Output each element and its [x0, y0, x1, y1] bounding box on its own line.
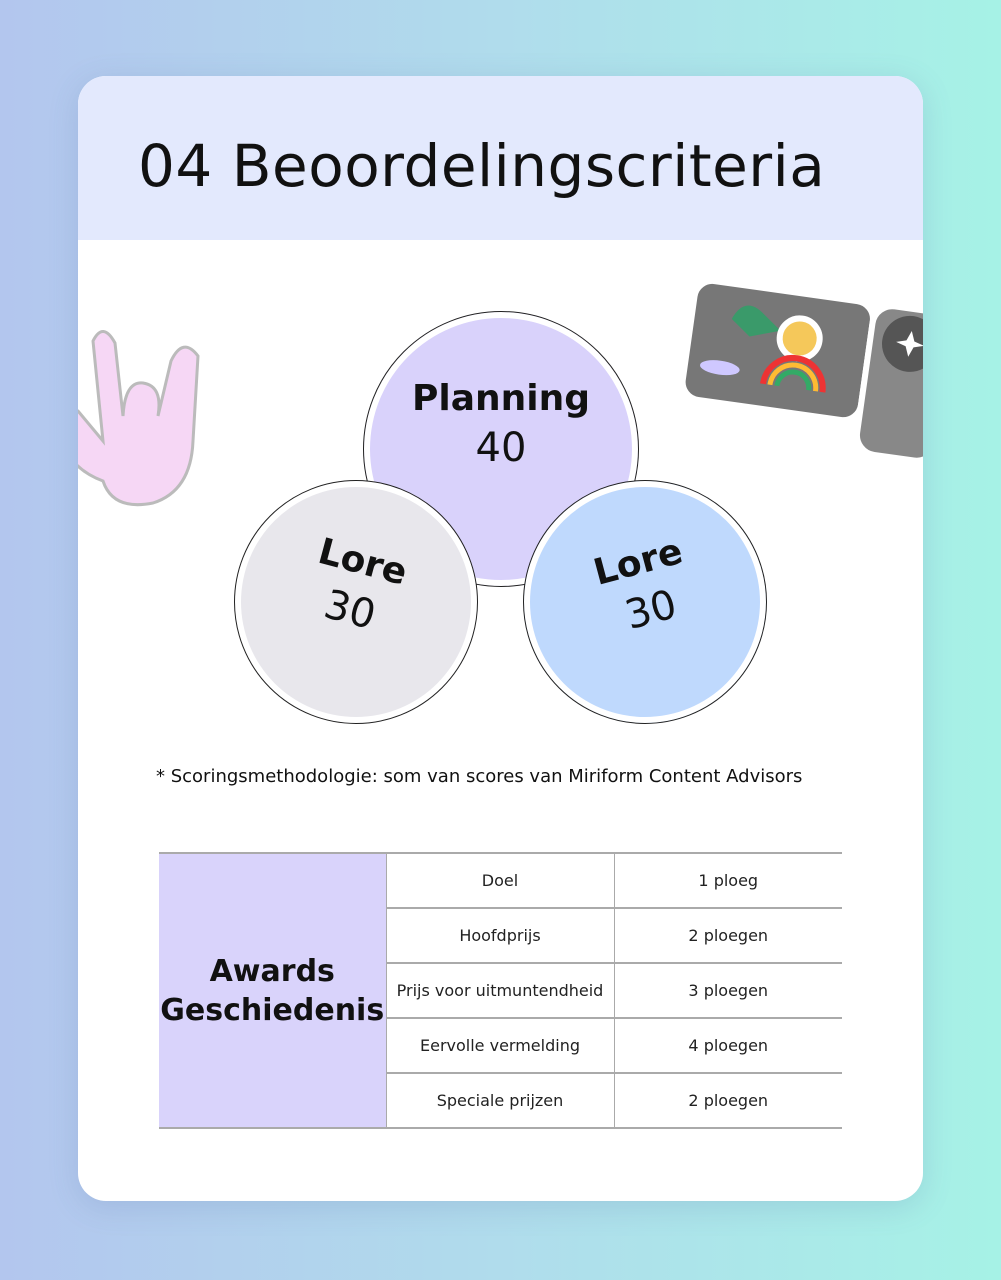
- camera-sticker-icon: [676, 276, 923, 461]
- award-teams: 2 ploegen: [614, 908, 842, 963]
- criterion-label: Lore: [589, 530, 687, 594]
- slide-card: [78, 76, 923, 1201]
- award-name: Doel: [386, 853, 614, 908]
- criterion-label: Lore: [314, 530, 412, 594]
- rock-hand-sticker-icon: [78, 321, 223, 511]
- awards-table: [159, 852, 842, 1129]
- header-band: [78, 76, 923, 240]
- award-name: Prijs voor uitmuntendheid: [386, 963, 614, 1018]
- award-name: Hoofdprijs: [386, 908, 614, 963]
- table-row: [159, 853, 842, 908]
- criterion-circle-lore-1: [234, 480, 478, 724]
- award-teams: 2 ploegen: [614, 1073, 842, 1128]
- awards-heading-line2: Geschiedenis: [160, 992, 385, 1028]
- criterion-score: 30: [319, 580, 381, 639]
- award-name: Eervolle vermelding: [386, 1018, 614, 1073]
- award-teams: 3 ploegen: [614, 963, 842, 1018]
- award-teams: 4 ploegen: [614, 1018, 842, 1073]
- criterion-circle-lore-2: [523, 480, 767, 724]
- criterion-score: 30: [620, 580, 682, 639]
- awards-heading: [159, 853, 386, 1128]
- page-title: 04 Beoordelingscriteria: [138, 132, 826, 200]
- scoring-note: * Scoringsmethodologie: som van scores van Miriform Content Advisors: [156, 766, 803, 787]
- award-name: Speciale prijzen: [386, 1073, 614, 1128]
- criterion-score: 40: [475, 424, 527, 471]
- criterion-label: Planning: [411, 377, 590, 419]
- awards-heading-line1: Awards: [209, 953, 335, 989]
- award-teams: 1 ploeg: [614, 853, 842, 908]
